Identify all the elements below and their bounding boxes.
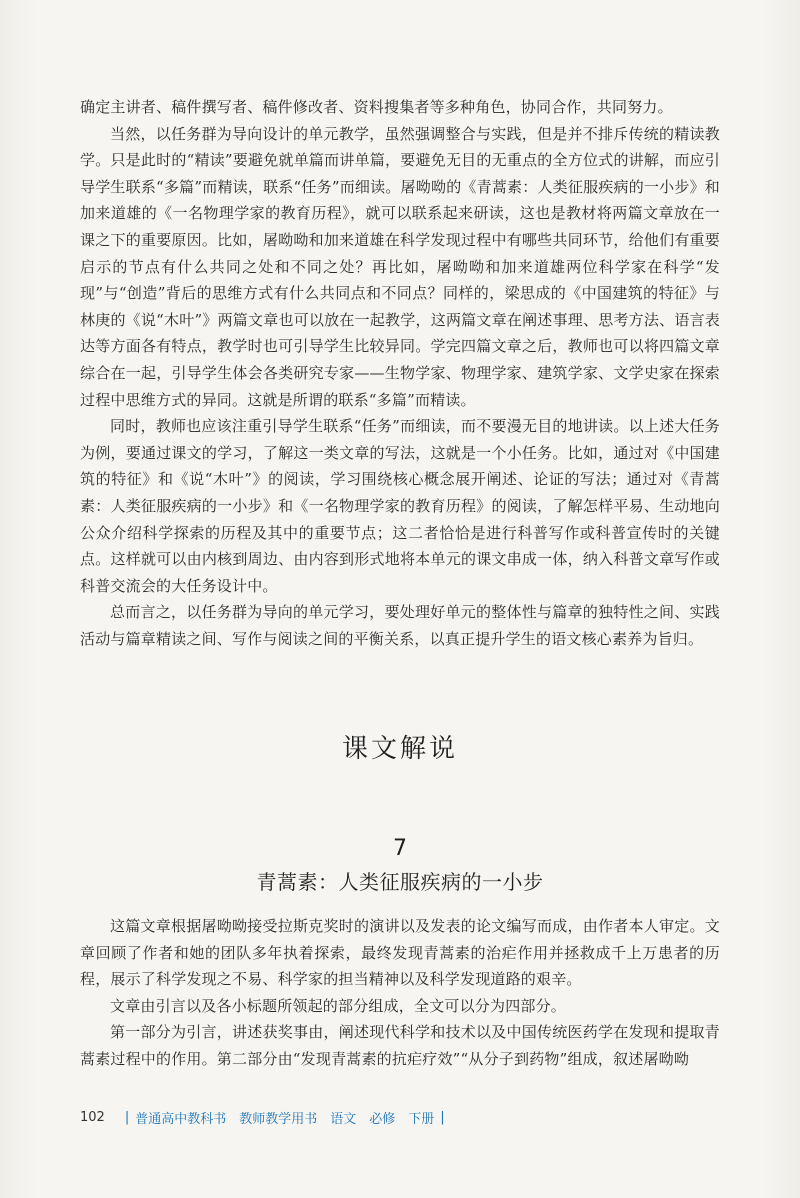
paragraph-1: 确定主讲者、稿件撰写者、稿件修改者、资料搜集者等多种角色，协同合作，共同努力。 [80, 98, 673, 116]
paragraph-2: 当然，以任务群为导向设计的单元教学，虽然强调整合与实践，但是并不排斥传统的精读教学。只是此时的“精读”要避免就单篇而讲单篇，要避免无目的无重点的全方位式的讲解，而应引导学生联系“多篇”而精读，联系“任务”而细读。屠呦呦的《青蒿素：人类征服疾病的一小步》和加来道雄的《一名物理学家的教育历程》，就可以联系起来研读，这也是教材将两篇文章放在一课之下的重要原因。比如，屠呦呦和加来道雄在科学发现过程中有哪些共同环节，给他们有重要启示的节点有什么共同之处和不同之处？再比如，屠呦呦和加来道雄两位科学家在科学“发现”与“创造”背后的思维方式有什么共同点和不同点？同样的，梁思成的《中国建筑的特征》与林庚的《说“木叶”》两篇文章也可以放在一起教学，这两篇文章在阐述事理、思考方法、语言表达等方面各有特点，教学时也可引导学生比较异同。学完四篇文章之后，教师也可以将四篇文章综合在一起，引导学生体会各类研究专家——生物学家、物理学家、建筑学家、文学史家在探索过程中思维方式的异同。这就是所谓的联系“多篇”而精读。 [80, 124, 720, 409]
lesson-number: 7 [393, 836, 407, 861]
footer-separator: | [124, 1109, 130, 1125]
body-text [80, 94, 720, 652]
paragraph-3: 同时，教师也应该注重引导学生联系“任务”而细读，而不要漫无目的地讲读。以上述大任务为例，要通过课文的学习，了解这一类文章的写法，这就是一个小任务。比如，通过对《中国建筑的特征》和《说“木叶”》的阅读，学习围绕核心概念展开阐述、论证的写法；通过对《青蒿素：人类征服疾病的一小步》和《一名物理学家的教育历程》的阅读，了解怎样平易、生动地向公众介绍科学探索的历程及其中的重要节点；这二者恰恰是进行科普写作或科普宣传时的关键点。这样就可以由内核到周边、由内容到形式地将本单元的课文串成一体，纳入科普文章写作或科普交流会的大任务设计中。 [80, 417, 720, 595]
lesson-title: 青蒿素：人类征服疾病的一小步 [256, 870, 544, 894]
page-number: 102 [80, 1109, 105, 1125]
lesson-paragraph-1: 这篇文章根据屠呦呦接受拉斯克奖时的演讲以及发表的论文编写而成，由作者本人审定。文章回顾了作者和她的团队多年执着探索，最终发现青蒿素的治疟作用并拯救成千上万患者的历程，展示了科学发现之不易、科学家的担当精神以及科学发现道路的艰辛。 [80, 917, 720, 989]
lesson-paragraph-2: 文章由引言以及各小标题所领起的部分组成，全文可以分为四部分。 [110, 996, 567, 1015]
lesson-paragraph-3: 第一部分为引言，讲述获奖事由，阐述现代科学和技术以及中国传统医药学在发现和提取青蒿素过程中的作用。第二部分由“发现青蒿素的抗疟疗效”“从分子到药物”组成，叙述屠呦呦 [80, 1023, 720, 1068]
footer-end-separator: | [440, 1109, 445, 1125]
section-title: 课文解说 [341, 734, 458, 764]
book-series-title: 普通高中教科书 教师教学用书 语文 必修 下册 [135, 1111, 435, 1127]
paragraph-4: 总而言之，以任务群为导向的单元学习，要处理好单元的整体性与篇章的独特性之间、实践活动与篇章精读之间、写作与阅读之间的平衡关系，以真正提升学生的语文核心素养为旨归。 [80, 603, 720, 648]
page-footer [80, 1106, 680, 1128]
lesson-text [80, 913, 720, 1073]
